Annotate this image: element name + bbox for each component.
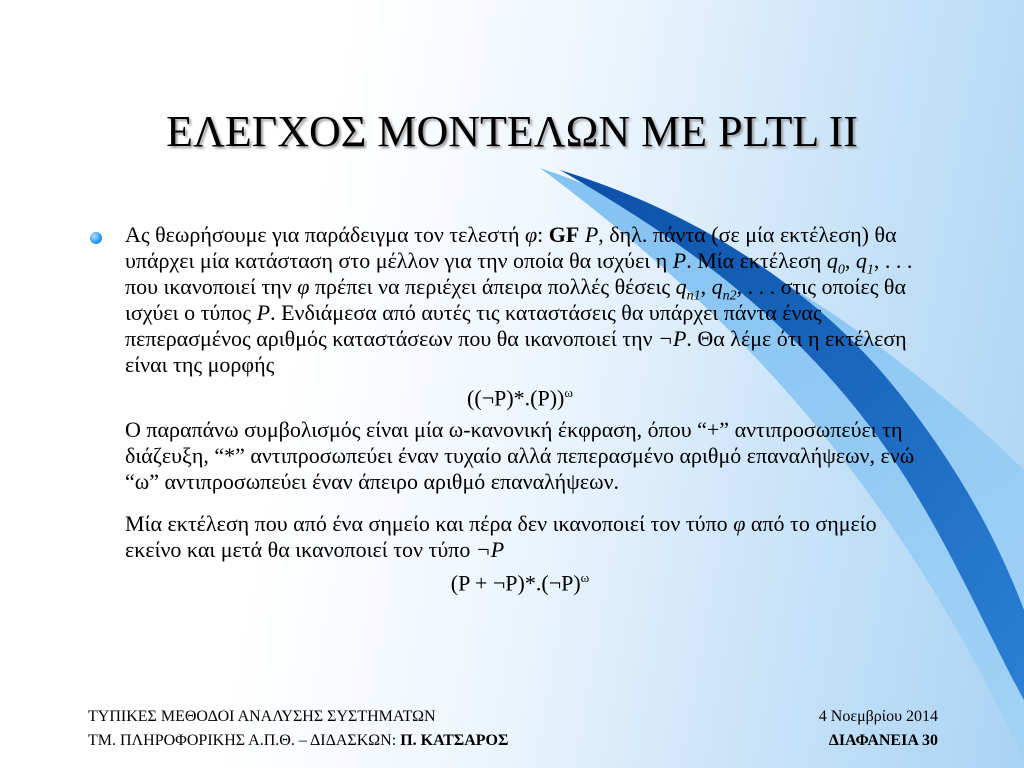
footer-date: 4 Νοεμβρίου 2014 <box>818 708 938 725</box>
paragraph-3: Μία εκτέλεση που από ένα σημείο και πέρα δεν ικανοποιεί τον τύπο φ από το σημείο εκείνο και μετά θα ικανοποιεί τον τύπο ¬P <box>125 511 877 563</box>
paragraph-1: Ας θεωρήσουμε για παράδειγμα τον τελεστή φ: GF P, δηλ. πάντα (σε μία εκτέλεση) θα υπάρχει μία κατάσταση στο μέλλον για την οποία θα ισχύει η P. Μία εκτέλεση $q_0$, $q_1$, . . . που ικανοποιεί την φ πρέπει να περιέχει άπειρα πολλές θέσεις $q_{n1}$, $q_{n2}$, . . . στις οποίες θα ισχύει ο τύπος P. Ενδιάμεσα από αυτές τις καταστάσεις θα υπάρχει πάντα ένας πεπερασμένος αριθμός καταστάσεων που θα ικανοποιεί την ¬P. Θα λέμε ότι η εκτέλεση είναι της μορφής <box>125 222 913 377</box>
slide-title: ΕΛΕΓΧΟΣ ΜΟΝΤΕΛΩΝ ΜΕ PLTL II <box>166 107 858 156</box>
footer-course-info <box>88 705 508 753</box>
paragraph-2: Ο παραπάνω συμβολισμός είναι μία ω-κανονική έκφραση, όπου “+” αντιπροσωπεύει τη διάζευξη, “*” αντιπροσωπεύει έναν τυχαίο αλλά πεπερασμένο αριθμό επαναλήψεων, ενώ “ω” αντιπροσωπεύει έναν άπειρο αριθμό επαναλήψεων. <box>125 417 915 495</box>
footer-course-title: ΤΥΠΙΚΕΣ ΜΕΘΟΔΟΙ ΑΝΑΛΥΣΗΣ ΣΥΣΤΗΜΑΤΩΝ <box>88 708 436 725</box>
footer-author: Π. ΚΑΤΣΑΡΟΣ <box>400 732 509 749</box>
slide-body <box>90 222 950 597</box>
footer-slide-info <box>700 705 938 753</box>
formula-omega-regular-2: (P + ¬P)*.(¬P)$^\omega$ <box>450 570 590 596</box>
formula-omega-regular-1: ((¬P)*.(P))$^\omega$ <box>467 385 573 411</box>
footer-department: ΤΜ. ΠΛΗΡΟΦΟΡΙΚΗΣ Α.Π.Θ. – ΔΙΔΑΣΚΩΝ: Π. ΚΑΤΣΑΡΟΣ <box>88 732 509 749</box>
bullet-item <box>90 222 950 378</box>
footer-slide-number: ΔΙΑΦΑΝΕΙΑ 30 <box>828 732 938 749</box>
bullet-dot-icon <box>90 232 102 244</box>
